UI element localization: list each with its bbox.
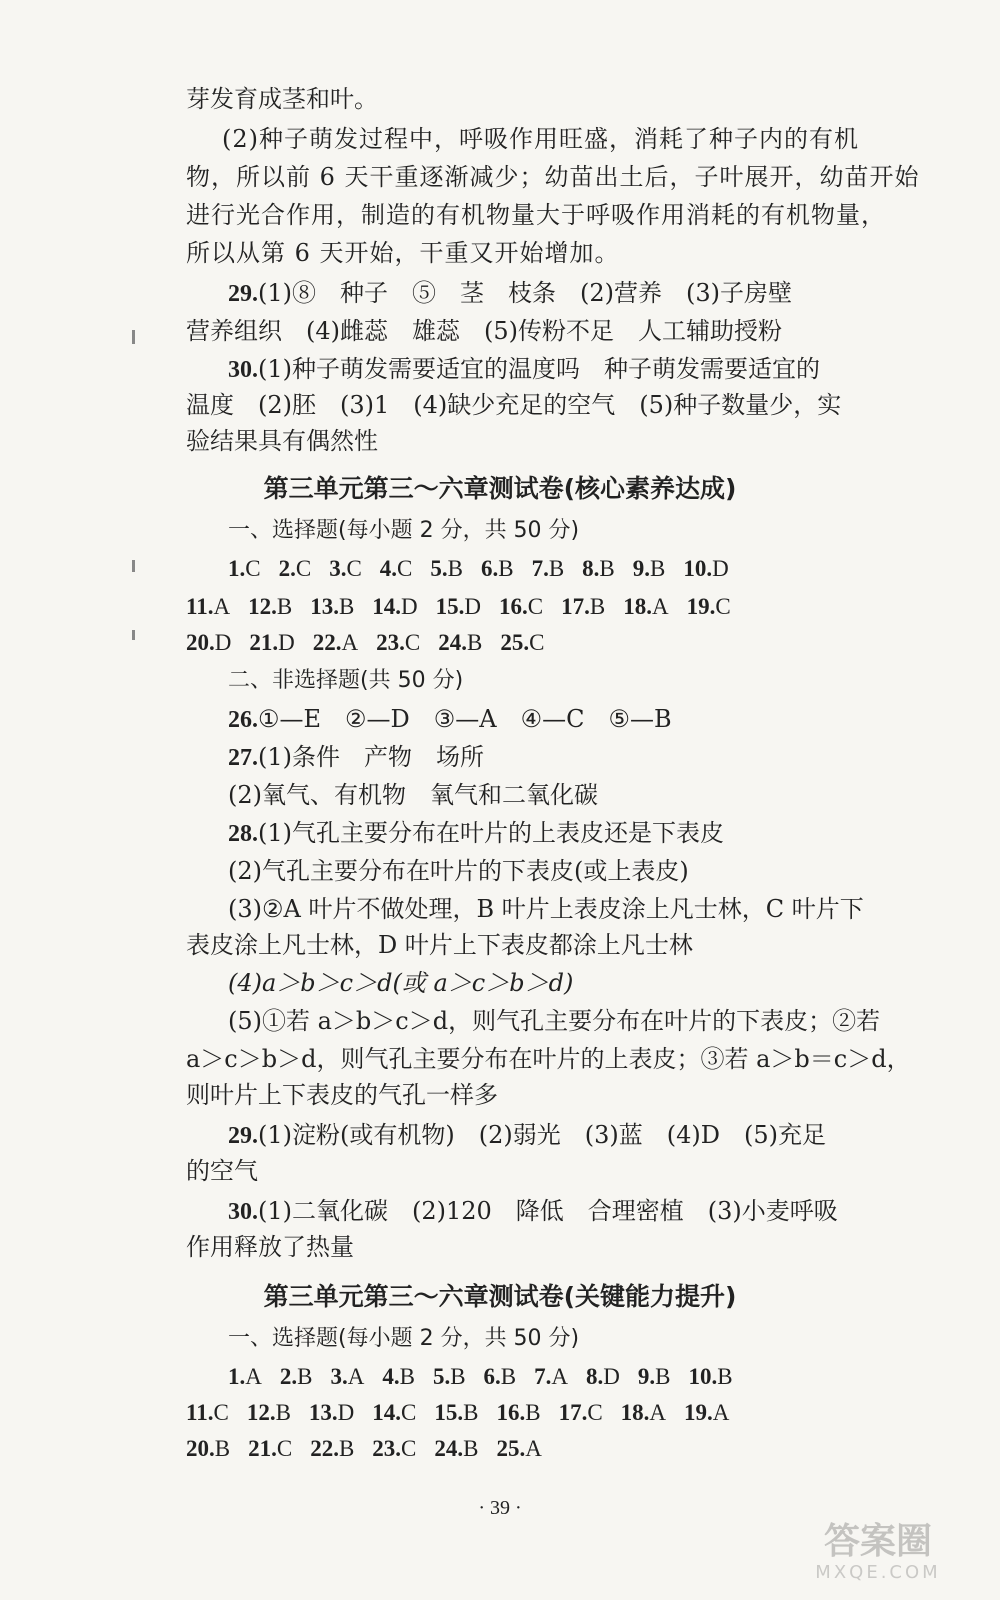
- mc-answer-item: [380, 556, 413, 581]
- question-number: 19.: [686, 594, 716, 619]
- answer-letter: C: [527, 594, 544, 619]
- question-30-line: [228, 354, 820, 385]
- mc-answer-row: [186, 592, 749, 622]
- answer-letter: C: [245, 556, 261, 581]
- question-number: 16.: [499, 594, 528, 619]
- part-heading: 一、选择题(每小题 2 分，共 50 分): [228, 1326, 580, 1351]
- answer-letter: C: [276, 1436, 293, 1461]
- answer-letter: B: [447, 556, 463, 581]
- question-number: 15.: [434, 1400, 464, 1425]
- question-number: 20.: [186, 630, 215, 655]
- watermark-text: 答案圈: [823, 1521, 932, 1562]
- mc-answer-row: [186, 1434, 560, 1464]
- question-number: 23.: [372, 1436, 402, 1461]
- text-line: 物，所以前 6 天干重逐渐减少；幼苗出土后，子叶展开，幼苗开始: [186, 163, 920, 191]
- mc-answer-item: [372, 594, 417, 619]
- question-number: 8.: [582, 556, 600, 581]
- answer-letter: D: [603, 1364, 620, 1389]
- answer-letter: B: [599, 556, 615, 581]
- question-number: 24.: [434, 1436, 464, 1461]
- mc-answer-item: [586, 1364, 620, 1389]
- question-number: 26.: [228, 707, 258, 733]
- question-30-line: 作用释放了热量: [186, 1233, 354, 1261]
- question-29-line: 的空气: [186, 1157, 258, 1185]
- mc-answer-row: [186, 1398, 747, 1428]
- answer-letter: B: [498, 556, 514, 581]
- question-28-line: (2)气孔主要分布在叶片的下表皮(或上表皮): [228, 857, 689, 885]
- question-number: 8.: [586, 1364, 604, 1389]
- question-28-line: (5)①若 a＞b＞c＞d，则气孔主要分布在叶片的下表皮；②若: [228, 1007, 881, 1035]
- part-heading: 一、选择题(每小题 2 分，共 50 分): [228, 518, 580, 543]
- mc-answer-row: [228, 1362, 751, 1392]
- answer-letter: C: [587, 1400, 603, 1425]
- question-number: 13.: [308, 1400, 338, 1425]
- mc-answer-item: [582, 556, 615, 581]
- question-30-line: 验结果具有偶然性: [186, 427, 378, 455]
- text-line: 进行光合作用，制造的有机物量大于呼吸作用消耗的有机物量，: [186, 201, 886, 229]
- question-number: 4.: [379, 556, 398, 581]
- mc-answer-item: [228, 556, 261, 581]
- mc-answer-item: [329, 556, 362, 581]
- answer-letter: D: [712, 556, 729, 581]
- question-number: 16.: [496, 1400, 526, 1425]
- question-number: 4.: [382, 1364, 400, 1389]
- answer-letter: B: [500, 1364, 517, 1389]
- mc-answer-item: [559, 1400, 603, 1425]
- answer-letter: A: [347, 1364, 365, 1389]
- answer-letter: B: [338, 1436, 355, 1461]
- question-30-line: [228, 1196, 838, 1227]
- answer-text: (1)条件 产物 场所: [258, 743, 484, 771]
- question-number: 30.: [228, 357, 258, 383]
- answer-letter: B: [525, 1400, 541, 1425]
- mc-answer-item: [434, 1400, 478, 1425]
- question-number: 1.: [228, 1364, 246, 1389]
- mc-answer-item: [186, 1400, 229, 1425]
- question-number: 1.: [228, 556, 246, 581]
- answer-letter: C: [346, 556, 362, 581]
- question-number: 25.: [496, 1436, 526, 1461]
- mc-answer-item: [313, 630, 358, 655]
- mc-answer-item: [280, 1364, 313, 1389]
- question-number: 10.: [688, 1364, 718, 1389]
- question-number: 3.: [329, 556, 347, 581]
- question-28-line: (4)a＞b＞c＞d(或 a＞c＞b＞d): [228, 969, 574, 997]
- watermark-logo: [778, 1522, 978, 1586]
- question-number: 12.: [246, 1400, 276, 1425]
- answer-text: ①—E ②—D ③—A ④—C ⑤—B: [258, 705, 672, 733]
- section-title: 第三单元第三～六章测试卷(关键能力提升): [263, 1282, 737, 1311]
- question-number: 22.: [310, 1436, 339, 1461]
- answer-text: (1)⑧ 种子 ⑤ 茎 枝条 (2)营养 (3)子房壁: [258, 279, 792, 307]
- mc-answer-item: [683, 556, 728, 581]
- answer-letter: D: [464, 594, 482, 619]
- mc-answer-item: [372, 1400, 416, 1425]
- question-number: 17.: [558, 1400, 588, 1425]
- mc-answer-item: [248, 1436, 292, 1461]
- question-29-line: [228, 1120, 826, 1151]
- question-number: 30.: [228, 1199, 258, 1225]
- question-number: 21.: [248, 1436, 277, 1461]
- question-number: 6.: [480, 556, 499, 581]
- question-number: 6.: [483, 1364, 501, 1389]
- mc-answer-item: [228, 1364, 262, 1389]
- question-number: 12.: [248, 594, 277, 619]
- question-number: 7.: [531, 556, 549, 581]
- question-number: 9.: [637, 1364, 656, 1389]
- answer-letter: A: [649, 1400, 667, 1425]
- text-line: 芽发育成茎和叶。: [186, 85, 378, 113]
- question-26-line: [228, 704, 672, 735]
- mc-answer-item: [249, 630, 294, 655]
- mc-answer-row: [228, 554, 747, 584]
- answer-letter: B: [276, 594, 293, 619]
- question-28-line: (3)②A 叶片不做处理，B 叶片上表皮涂上凡士林，C 叶片下: [228, 895, 864, 923]
- question-number: 23.: [376, 630, 405, 655]
- answer-letter: C: [401, 1436, 417, 1461]
- mc-answer-item: [481, 556, 514, 581]
- mc-answer-item: [376, 630, 420, 655]
- margin-mark: [132, 630, 135, 640]
- question-29-line: [228, 278, 792, 309]
- mc-answer-item: [561, 594, 605, 619]
- mc-answer-item: [433, 1364, 466, 1389]
- mc-answer-item: [309, 1400, 354, 1425]
- question-number: 11.: [186, 594, 214, 619]
- answer-letter: C: [295, 556, 312, 581]
- answer-letter: C: [715, 594, 731, 619]
- mc-answer-item: [382, 1364, 415, 1389]
- answer-letter: A: [651, 594, 669, 619]
- question-number: 11.: [186, 1400, 214, 1425]
- mc-answer-item: [684, 1400, 729, 1425]
- question-number: 10.: [683, 556, 713, 581]
- answer-letter: B: [655, 1364, 671, 1389]
- question-number: 25.: [500, 630, 530, 655]
- mc-answer-item: [484, 1364, 517, 1389]
- answer-letter: A: [525, 1436, 542, 1461]
- answer-letter: B: [338, 594, 355, 619]
- answer-text: (1)二氧化碳 (2)120 降低 合理密植 (3)小麦呼吸: [258, 1197, 838, 1225]
- answer-letter: B: [450, 1364, 466, 1389]
- mc-answer-item: [330, 1364, 364, 1389]
- answer-letter: B: [463, 1400, 479, 1425]
- question-number: 20.: [186, 1436, 215, 1461]
- mc-answer-item: [372, 1436, 416, 1461]
- answer-letter: B: [275, 1400, 291, 1425]
- question-number: 18.: [620, 1400, 650, 1425]
- answer-letter: B: [466, 630, 483, 655]
- question-number: 29.: [228, 1123, 258, 1149]
- question-number: 18.: [623, 594, 652, 619]
- answer-letter: B: [463, 1436, 479, 1461]
- question-number: 14.: [372, 594, 402, 619]
- answer-text: (1)气孔主要分布在叶片的上表皮还是下表皮: [258, 819, 724, 847]
- answer-letter: B: [548, 556, 565, 581]
- mc-answer-item: [279, 556, 312, 581]
- question-number: 27.: [228, 745, 258, 771]
- mc-answer-item: [496, 1436, 541, 1461]
- mc-answer-item: [186, 1436, 230, 1461]
- mc-answer-item: [633, 556, 666, 581]
- answer-letter: B: [297, 1364, 313, 1389]
- mc-answer-item: [496, 1400, 540, 1425]
- mc-answer-item: [499, 594, 543, 619]
- question-28-line: a＞c＞b＞d，则气孔主要分布在叶片的上表皮；③若 a＞b＝c＞d，: [186, 1045, 911, 1073]
- question-number: 2.: [278, 556, 296, 581]
- watermark-url: MXQE.COM: [815, 1562, 941, 1583]
- answer-letter: D: [401, 594, 418, 619]
- answer-letter: B: [650, 556, 666, 581]
- answer-letter: D: [214, 630, 232, 655]
- mc-answer-item: [248, 594, 292, 619]
- mc-answer-item: [430, 556, 463, 581]
- question-number: 5.: [430, 556, 448, 581]
- question-number: 21.: [249, 630, 279, 655]
- answer-letter: D: [278, 630, 295, 655]
- mc-answer-item: [186, 594, 230, 619]
- question-27-line: (2)氧气、有机物 氧气和二氧化碳: [228, 781, 598, 809]
- text-line: 所以从第 6 天开始，干重又开始增加。: [186, 239, 620, 267]
- answer-letter: C: [401, 1400, 417, 1425]
- answer-letter: A: [712, 1400, 730, 1425]
- text-line: (2)种子萌发过程中，呼吸作用旺盛，消耗了种子内的有机: [222, 125, 859, 153]
- question-number: 24.: [438, 630, 467, 655]
- question-number: 28.: [228, 821, 258, 847]
- question-number: 13.: [310, 594, 339, 619]
- answer-text: (1)淀粉(或有机物) (2)弱光 (3)蓝 (4)D (5)充足: [258, 1121, 826, 1149]
- mc-answer-item: [638, 1364, 671, 1389]
- question-number: 29.: [228, 281, 258, 307]
- mc-answer-item: [532, 556, 565, 581]
- question-28-line: 则叶片上下表皮的气孔一样多: [186, 1081, 498, 1109]
- question-number: 9.: [632, 556, 650, 581]
- question-30-line: 温度 (2)胚 (3)1 (4)缺少充足的空气 (5)种子数量少，实: [186, 391, 842, 419]
- answer-letter: A: [341, 630, 359, 655]
- margin-mark: [132, 560, 135, 572]
- mc-answer-item: [247, 1400, 291, 1425]
- question-number: 17.: [561, 594, 590, 619]
- question-number: 2.: [279, 1364, 298, 1389]
- answer-letter: B: [214, 1436, 231, 1461]
- question-number: 14.: [372, 1400, 402, 1425]
- mc-answer-item: [500, 630, 544, 655]
- margin-mark: [132, 330, 135, 344]
- mc-answer-item: [310, 594, 354, 619]
- mc-answer-item: [310, 1436, 354, 1461]
- answer-letter: C: [213, 1400, 229, 1425]
- answer-letter: B: [399, 1364, 415, 1389]
- answer-letter: A: [213, 594, 231, 619]
- answer-letter: C: [404, 630, 421, 655]
- mc-answer-item: [186, 630, 231, 655]
- mc-answer-row: [186, 628, 562, 658]
- section-title: 第三单元第三～六章测试卷(核心素养达成): [263, 474, 737, 503]
- answer-letter: C: [529, 630, 545, 655]
- mc-answer-item: [436, 594, 481, 619]
- question-27-line: [228, 742, 484, 773]
- mc-answer-item: [623, 594, 668, 619]
- mc-answer-item: [438, 630, 482, 655]
- page-number: · 39 ·: [478, 1497, 522, 1519]
- mc-answer-item: [534, 1364, 568, 1389]
- answer-letter: B: [589, 594, 606, 619]
- answer-letter: A: [551, 1364, 568, 1389]
- question-number: 7.: [534, 1364, 552, 1389]
- answer-letter: C: [397, 556, 413, 581]
- question-28-line: 表皮涂上凡士林，D 叶片上下表皮都涂上凡士林: [186, 931, 693, 959]
- mc-answer-item: [687, 594, 731, 619]
- answer-letter: A: [245, 1364, 262, 1389]
- mc-answer-item: [688, 1364, 732, 1389]
- question-number: 22.: [312, 630, 342, 655]
- answer-letter: D: [337, 1400, 355, 1425]
- question-29-line: 营养组织 (4)雌蕊 雄蕊 (5)传粉不足 人工辅助授粉: [186, 317, 782, 345]
- question-number: 5.: [432, 1364, 451, 1389]
- mc-answer-item: [434, 1436, 478, 1461]
- answer-letter: B: [717, 1364, 733, 1389]
- question-number: 15.: [435, 594, 465, 619]
- part-heading: 二、非选择题(共 50 分): [228, 668, 464, 693]
- question-number: 19.: [684, 1400, 713, 1425]
- mc-answer-item: [621, 1400, 666, 1425]
- question-28-line: [228, 818, 724, 849]
- answer-text: (1)种子萌发需要适宜的温度吗 种子萌发需要适宜的: [258, 355, 820, 383]
- question-number: 3.: [330, 1364, 348, 1389]
